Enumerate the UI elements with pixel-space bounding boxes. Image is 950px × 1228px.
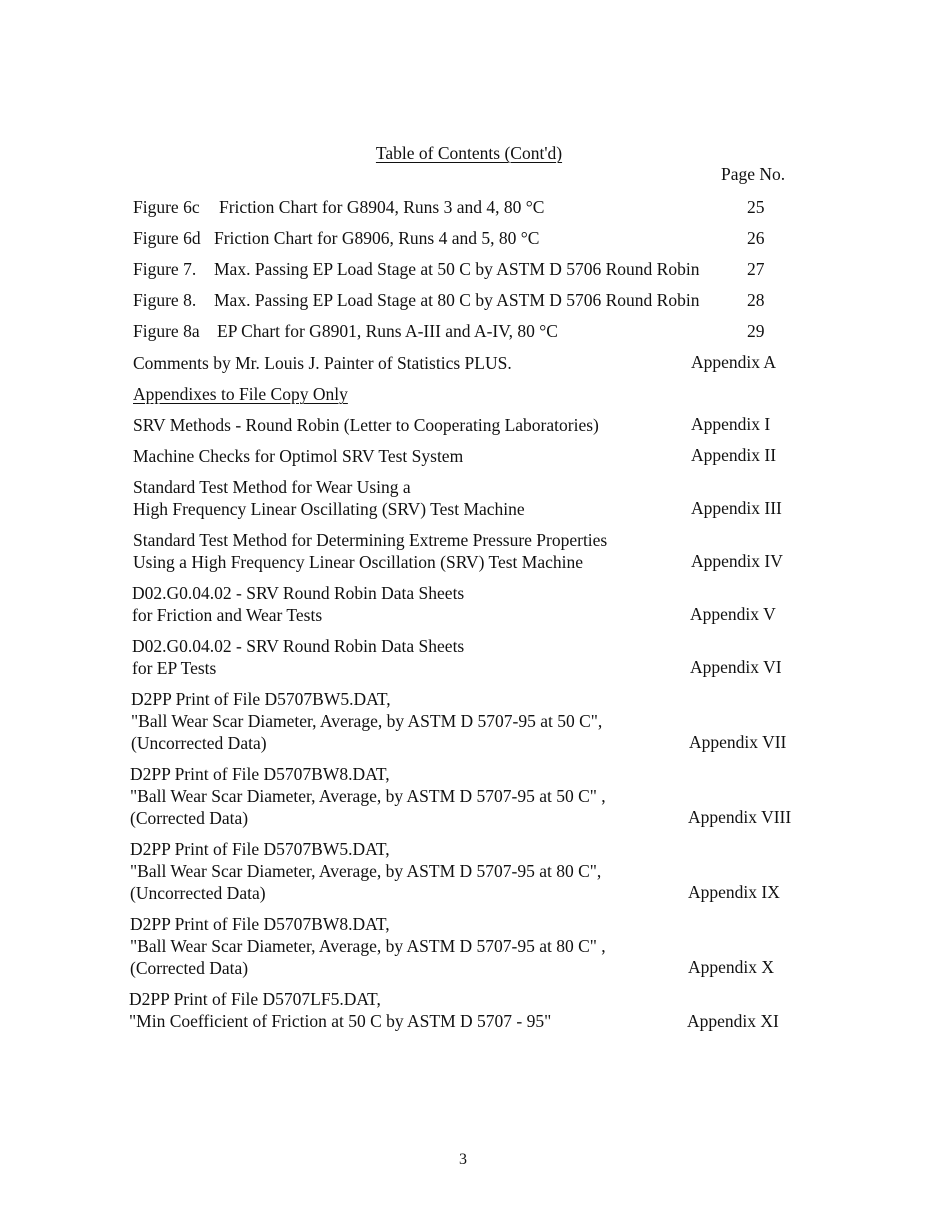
appendix-line: "Min Coefficient of Friction at 50 C by ASTM D 5707 - 95"	[129, 1011, 552, 1031]
appendix-page: Appendix IV	[691, 551, 783, 571]
toc-figure-6d	[133, 227, 539, 249]
figure-page: 27	[747, 259, 765, 279]
appendix-entry	[130, 838, 601, 904]
appendix-line: (Corrected Data)	[130, 958, 249, 978]
appendix-entry	[133, 476, 525, 520]
appendix-line: "Ball Wear Scar Diameter, Average, by ASTM D 5707-95 at 50 C",	[131, 711, 603, 731]
appendix-line: D02.G0.04.02 - SRV Round Robin Data Sheets	[132, 583, 465, 603]
page-title: Table of Contents (Cont'd)	[375, 143, 563, 163]
appendix-line: Standard Test Method for Determining Extreme Pressure Properties	[133, 530, 608, 550]
figure-page: 29	[747, 321, 765, 341]
figure-page: 28	[747, 290, 765, 310]
appendix-entry	[132, 582, 464, 626]
appendix-line: D2PP Print of File D5707LF5.DAT,	[129, 989, 381, 1009]
appendix-line: "Ball Wear Scar Diameter, Average, by ASTM D 5707-95 at 80 C" ,	[130, 936, 606, 956]
appendix-line: D2PP Print of File D5707BW8.DAT,	[130, 914, 390, 934]
figure-label: Figure 6d	[133, 228, 201, 248]
appendix-line: for EP Tests	[132, 658, 217, 678]
toc-figure-6c	[133, 196, 544, 218]
figure-page: 26	[747, 228, 765, 248]
appendix-page: Appendix XI	[687, 1011, 779, 1031]
appendix-line: High Frequency Linear Oscillating (SRV) Test Machine	[133, 499, 525, 519]
page-no-header: Page No.	[721, 164, 786, 184]
figure-title: Max. Passing EP Load Stage at 50 C by ASTM D 5706 Round Robin	[214, 259, 700, 279]
toc-figure-8a	[133, 320, 558, 342]
appendix-page: Appendix VI	[690, 657, 782, 677]
figure-page: 25	[747, 197, 765, 217]
appendix-line: SRV Methods - Round Robin (Letter to Cooperating Laboratories)	[133, 415, 599, 435]
appendix-entry	[133, 445, 463, 467]
comments-page: Appendix A	[691, 352, 777, 372]
appendix-entry	[130, 763, 606, 829]
figure-label: Figure 7.	[133, 259, 197, 279]
appendixes-heading: Appendixes to File Copy Only	[133, 384, 348, 404]
figure-title: Max. Passing EP Load Stage at 80 C by ASTM D 5706 Round Robin	[214, 290, 700, 310]
appendix-line: D2PP Print of File D5707BW5.DAT,	[131, 689, 391, 709]
appendix-page: Appendix V	[690, 604, 776, 624]
appendix-entry	[132, 635, 464, 679]
appendix-entry	[133, 529, 607, 573]
appendix-page: Appendix VIII	[688, 807, 792, 827]
figure-title: Friction Chart for G8906, Runs 4 and 5, 80 °C	[214, 228, 540, 248]
appendix-page: Appendix I	[691, 414, 771, 434]
figure-label: Figure 8.	[133, 290, 197, 310]
page-number: 3	[459, 1151, 467, 1168]
figure-title: EP Chart for G8901, Runs A-III and A-IV, 80 °C	[217, 321, 558, 341]
appendix-line: "Ball Wear Scar Diameter, Average, by ASTM D 5707-95 at 80 C",	[130, 861, 602, 881]
appendix-line: Standard Test Method for Wear Using a	[133, 477, 411, 497]
appendix-line: for Friction and Wear Tests	[132, 605, 323, 625]
appendix-line: Using a High Frequency Linear Oscillation (SRV) Test Machine	[133, 552, 584, 572]
appendix-page: Appendix II	[691, 445, 777, 465]
appendix-line: D02.G0.04.02 - SRV Round Robin Data Sheets	[132, 636, 465, 656]
appendix-page: Appendix IX	[688, 882, 780, 902]
appendix-entry	[131, 688, 602, 754]
toc-figure-8	[133, 289, 699, 311]
appendix-entry	[129, 988, 551, 1032]
appendix-line: D2PP Print of File D5707BW5.DAT,	[130, 839, 390, 859]
toc-comments: Comments by Mr. Louis J. Painter of Statistics PLUS.	[133, 353, 512, 373]
appendix-entry	[133, 414, 599, 436]
appendix-page: Appendix X	[688, 957, 775, 977]
appendix-line: Machine Checks for Optimol SRV Test System	[133, 446, 464, 466]
appendix-line: "Ball Wear Scar Diameter, Average, by ASTM D 5707-95 at 50 C" ,	[130, 786, 606, 806]
figure-title: Friction Chart for G8904, Runs 3 and 4, 80 °C	[219, 197, 545, 217]
appendix-line: (Corrected Data)	[130, 808, 249, 828]
appendix-line: (Uncorrected Data)	[131, 733, 267, 753]
appendix-line: D2PP Print of File D5707BW8.DAT,	[130, 764, 390, 784]
toc-figure-7	[133, 258, 699, 280]
appendix-line: (Uncorrected Data)	[130, 883, 266, 903]
appendix-page: Appendix III	[691, 498, 782, 518]
appendix-entry	[130, 913, 606, 979]
appendix-page: Appendix VII	[689, 732, 787, 752]
figure-label: Figure 8a	[133, 321, 200, 341]
figure-label: Figure 6c	[133, 197, 200, 217]
